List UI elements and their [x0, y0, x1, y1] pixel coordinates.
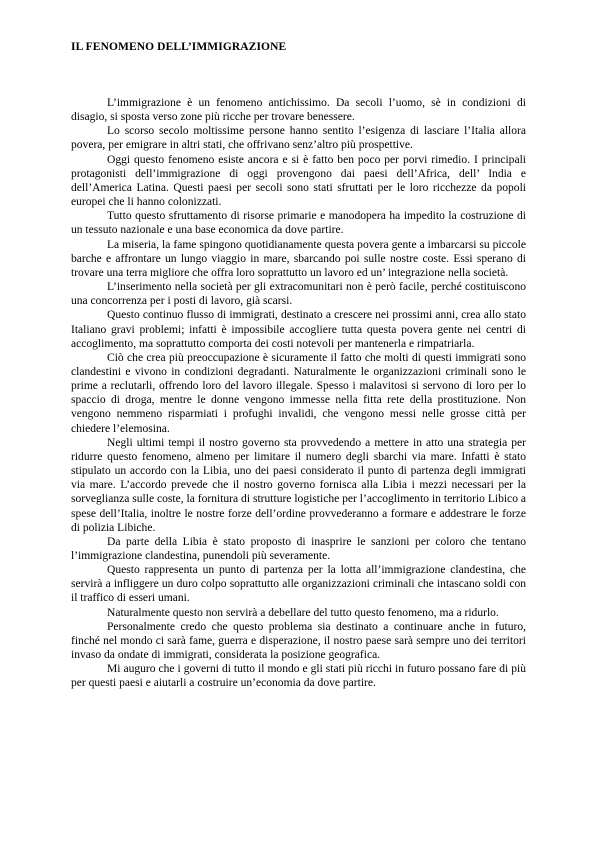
paragraph: Questo rappresenta un punto di partenza per la lotta all’immigrazione clandestina, che servirà a infliggere un duro colpo soprattutto alle organizzazioni criminali che intascano soldi con il traffico di esseri umani.: [71, 564, 526, 605]
paragraph: Ciò che crea più preoccupazione è sicuramente il fatto che molti di questi immigrati sono clandestini e vivono in condizioni degradanti. Naturalmente le organizzazioni criminali sono le prime a reclutarli, offrendo loro del lavoro illegale. Spesso i malavitosi si servono di loro per lo spaccio di droga, mentre le donne vengono immesse nella fitta rete della prostituzione. Non vengono nemmeno risparmiati i profughi invalidi, che vengono messi nelle grosse città per chiedere l’elemosina.: [71, 351, 526, 435]
document-title: IL FENOMENO DELL’IMMIGRAZIONE: [71, 41, 287, 53]
paragraph: L’immigrazione è un fenomeno antichissimo. Da secoli l’uomo, sè in condizioni di disagio, si sposta verso zone più ricche per trovare benessere.: [71, 97, 526, 124]
paragraph: Negli ultimi tempi il nostro governo sta provvedendo a mettere in atto una strategia per ridurre questo fenomeno, almeno per limitare il numero degli sbarchi via mare. Infatti è stato stipulato un accordo con la Libia, uno dei paesi considerato il punto di partenza degli immigrati via mare. L’accordo prevede che il nostro governo fornisca alla Libia i mezzi necessari per la sorveglianza sulle coste, la fornitura di strutture logistiche per l’accoglimento in territorio Libico a spese dell’Italia, inoltre le nostre forze dell’ordine provvederanno a formare e addestrare le forze di polizia Libiche.: [71, 436, 526, 534]
document-body: [71, 96, 526, 691]
paragraph: L’inserimento nella società per gli extracomunitari non è però facile, perché costituiscono una concorrenza per i posti di lavoro, già scarsi.: [71, 281, 526, 308]
paragraph: Naturalmente questo non servirà a debellare del tutto questo fenomeno, ma a ridurlo.: [107, 606, 499, 619]
paragraph: Da parte della Libia è stato proposto di inasprire le sanzioni per coloro che tentano l’immigrazione clandestina, punendoli più severamente.: [71, 535, 526, 562]
paragraph: Mi auguro che i governi di tutto il mondo e gli stati più ricchi in futuro possano fare di più per questi paesi e aiutarli a costruire un’economia da dove partire.: [71, 663, 526, 690]
paragraph: Questo continuo flusso di immigrati, destinato a crescere nei prossimi anni, crea allo stato Italiano gravi problemi; infatti è impossibile accogliere tutta questa povera gente nei centri di accoglimento, ma soprattutto comporta dei costi notevoli per mantenerla e rimpatriarla.: [71, 309, 526, 350]
paragraph: Tutto questo sfruttamento di risorse primarie e manodopera ha impedito la costruzione di un tessuto nazionale e una base economica da dove partire.: [71, 210, 526, 237]
paragraph: Personalmente credo che questo problema sia destinato a continuare anche in futuro, finché nel mondo ci sarà fame, guerra e disperazione, il nostro paese sarà sempre uno dei territori invaso da ondate di immigrati, considerata la posizione geografica.: [71, 620, 526, 662]
paragraph: Oggi questo fenomeno esiste ancora e si è fatto ben poco per porvi rimedio. I principali protagonisti dell’immigrazione di oggi provengono dai paesi dell’Africa, dell’ India e dell’America Latina. Questi paesi per secoli sono stati sfruttati per le loro ricchezze da popoli europei che li hanno colonizzati.: [71, 153, 526, 209]
paragraph: La miseria, la fame spingono quotidianamente questa povera gente a imbarcarsi su piccole barche e affrontare un lungo viaggio in mare, sbarcando poi sulle nostre coste. Essi sperano di trovare una terra migliore che offra loro soprattutto un lavoro ed un’ integrazione nella società.: [71, 238, 526, 279]
paragraph: Lo scorso secolo moltissime persone hanno sentito l’esigenza di lasciare l’Italia allora povera, per emigrare in altri stati, che offrivano senz’altro più prospettive.: [71, 125, 526, 152]
